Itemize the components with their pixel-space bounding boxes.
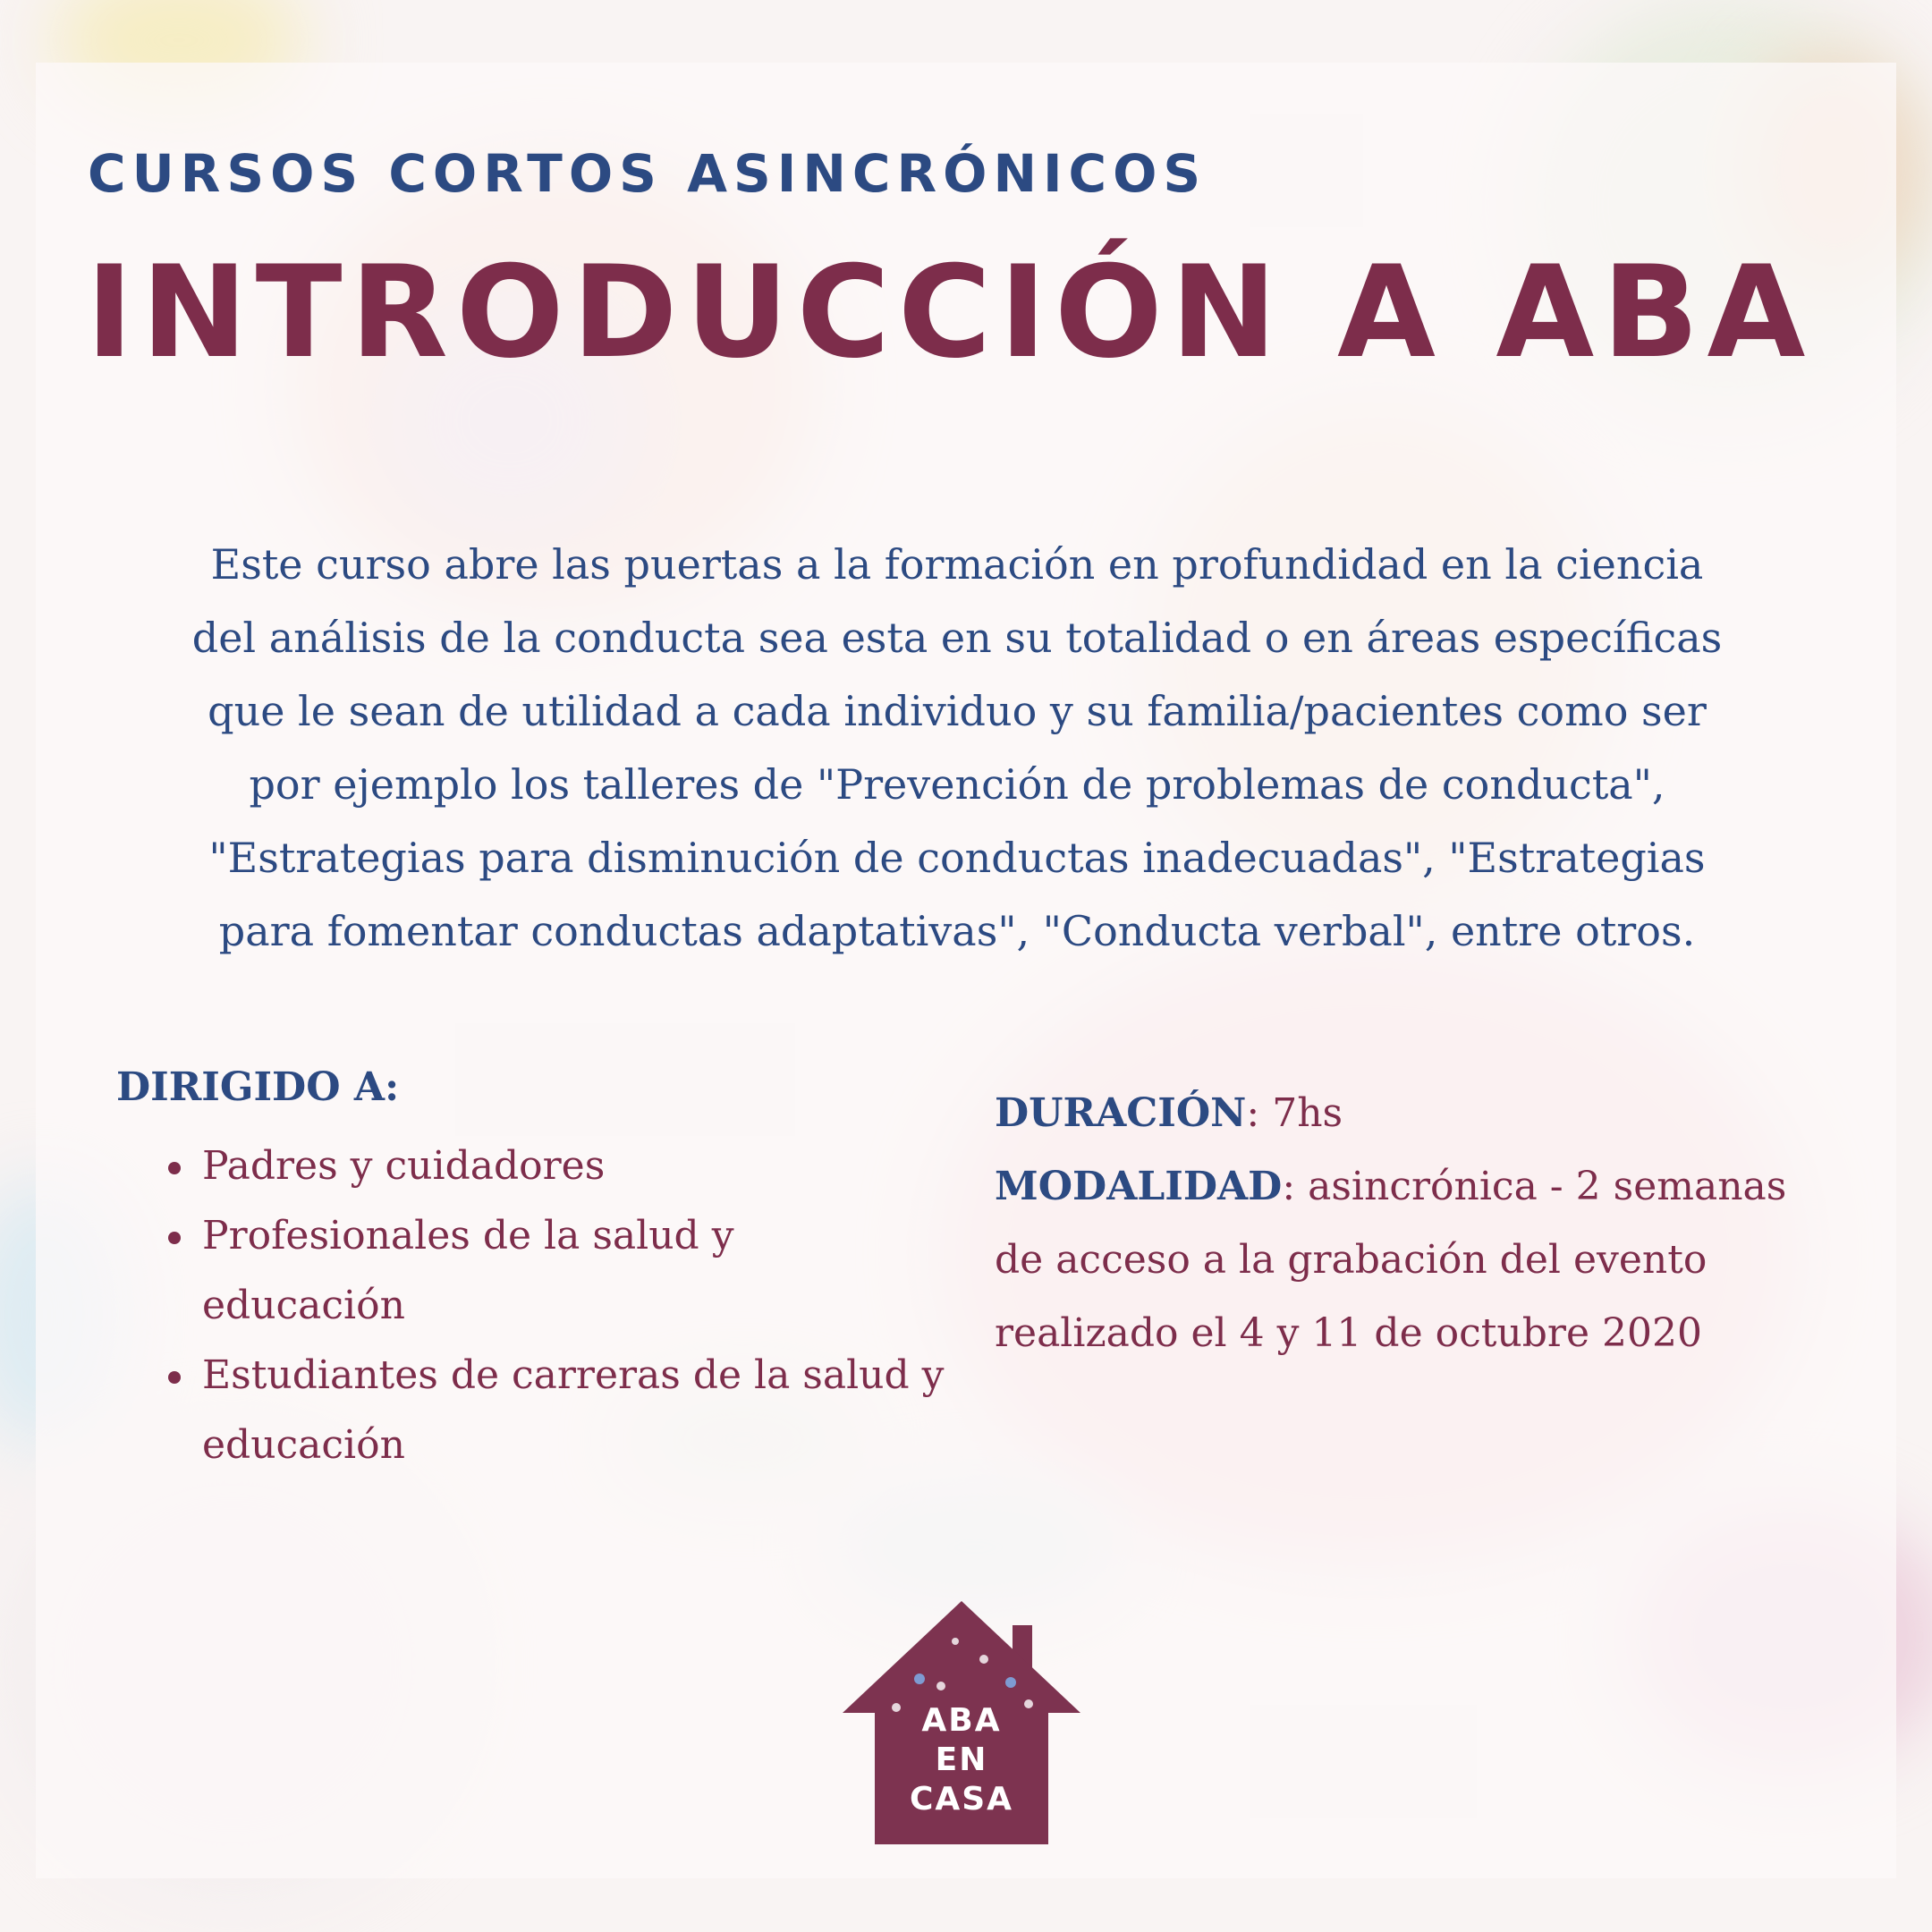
logo-text-line2: EN <box>935 1741 988 1778</box>
description-line: "Estrategias para disminución de conductas inadecuadas", "Estrategias <box>208 834 1706 882</box>
description-line: Este curso abre las puertas a la formación en profundidad en la ciencia <box>210 540 1704 589</box>
mode-label: MODALIDAD <box>995 1164 1283 1209</box>
description-line: del análisis de la conducta sea esta en su totalidad o en áreas específicas <box>191 614 1723 662</box>
duration-label: DURACIÓN <box>995 1090 1247 1136</box>
description-line: por ejemplo los talleres de "Prevención de problemas de conducta", <box>249 760 1665 809</box>
audience-section <box>116 1064 948 1480</box>
mode-row <box>995 1150 1800 1370</box>
audience-heading: DIRIGIDO A: <box>116 1064 400 1110</box>
description-line: que le sean de utilidad a cada individuo y su familia/pacientes como ser <box>208 687 1707 735</box>
logo-text-line3: CASA <box>909 1781 1014 1818</box>
duration-row <box>995 1077 1800 1150</box>
mode-value: : asincrónica - 2 semanas de acceso a la grabación del evento realizado el 4 y 11 de octubre 2020 <box>995 1164 1787 1356</box>
course-description <box>188 528 1726 968</box>
audience-item: Estudiantes de carreras de la salud y educación <box>202 1341 948 1480</box>
duration-value: : 7hs <box>1246 1090 1343 1136</box>
logo-text-line1: ABA <box>921 1702 1002 1739</box>
description-line: para fomentar conductas adaptativas", "Conducta verbal", entre otros. <box>218 907 1696 955</box>
course-details <box>995 1077 1800 1370</box>
audience-item: Profesionales de la salud y educación <box>202 1201 948 1341</box>
aba-en-casa-logo <box>841 1597 1082 1847</box>
course-category: CURSOS CORTOS ASINCRÓNICOS <box>88 143 1208 204</box>
audience-item: Padres y cuidadores <box>202 1131 948 1201</box>
course-title: INTRODUCCIÓN A ABA <box>86 239 1814 386</box>
audience-list <box>116 1131 948 1480</box>
